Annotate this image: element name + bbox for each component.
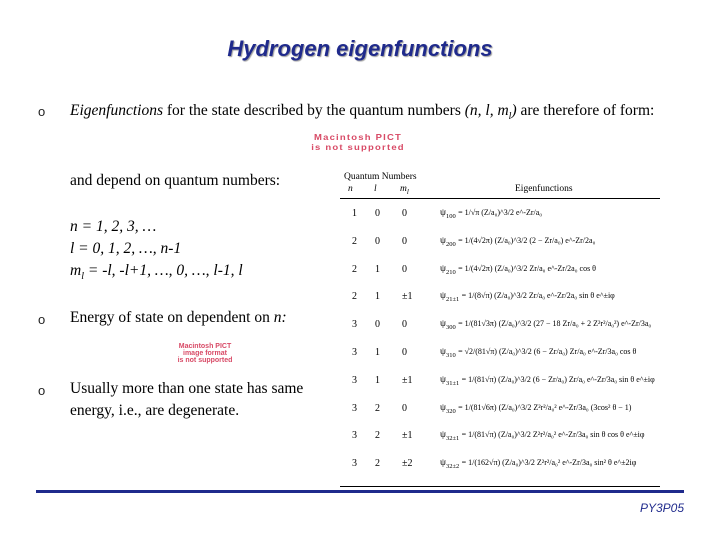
psi-subscript: 320 (445, 407, 456, 415)
cell-n: 1 (352, 208, 357, 219)
eigenfunction-expression: = √2/(81√π) (Z/a₀)^3/2 (6 − Zr/a₀) Zr/a₀ e^-Zr/3a₀ cos θ (458, 347, 637, 356)
cell-l: 1 (375, 374, 380, 386)
psi-subscript: 32±2 (445, 463, 460, 471)
psi-symbol: ψ (440, 402, 446, 413)
qn-ml-line: $m_l = -l$, -l+1, …, 0, …, l-1, l (70, 262, 243, 283)
eigenfunction-expression: = 1/(162√π) (Z/a₀)^3/2 Z²r²/a₀² e^-Zr/3a₀ sin² θ e^±2iφ (461, 458, 637, 468)
psi-subscript: 300 (445, 324, 456, 332)
pict-placeholder-formula: Macintosh PICT is not supported (311, 132, 405, 152)
cell-l: 1 (375, 263, 380, 275)
psi-subscript: 200 (445, 240, 456, 248)
table-header-ml: $m_l$ (400, 184, 409, 196)
psi-subscript: 210 (445, 268, 456, 276)
cell-l: 0 (375, 208, 380, 219)
footer-course-code: PY3P05 (639, 501, 684, 515)
pict-placeholder-energy: Macintosh PICT image format is not supported (177, 343, 233, 364)
cell-eigenfunction (440, 375, 655, 387)
bullet-energy-text: Energy of state on dependent on n: (70, 309, 287, 326)
bullet-degenerate-line1: Usually more than one state has same (70, 380, 304, 397)
cell-l: 0 (375, 319, 380, 331)
cell-n: 2 (352, 235, 357, 247)
cell-n: 3 (352, 430, 357, 442)
cell-eigenfunction (440, 236, 595, 248)
eigenfunction-expression: = 1/(4√2π) (Z/a₀)^3/2 (2 − Zr/a₀) e^-Zr/2a₀ (458, 235, 596, 245)
bullet-eigenfunctions-text: Eigenfunctions for the state described by the quantum numbers (n, l, $m_l$) are therefore of form: (70, 102, 655, 123)
table-header-eigenfunctions: Eigenfunctions (515, 184, 573, 194)
cell-l: 2 (375, 430, 380, 442)
bullet-marker: o (38, 104, 46, 119)
bullet-marker: o (38, 312, 46, 327)
eigenfunction-expression: = 1/(4√2π) (Z/a₀)^3/2 Zr/a₀ e^-Zr/2a₀ cos θ (458, 263, 597, 273)
table-row (340, 317, 660, 345)
cell-ml: 0 (402, 208, 407, 219)
eigenfunction-expression: = 1/(81√π) (Z/a₀)^3/2 Z²r²/a₀² e^-Zr/3a₀ sin θ cos θ e^±iφ (461, 430, 645, 440)
cell-eigenfunction (440, 319, 651, 331)
table-row (340, 206, 660, 234)
bullet-degenerate-line2: energy, i.e., are degenerate. (70, 402, 240, 419)
qn-l-line: l = 0, 1, 2, …, n-1 (70, 240, 182, 257)
term-eigenfunctions: Eigenfunctions (70, 102, 163, 119)
cell-n: 2 (352, 291, 357, 303)
cell-n: 2 (352, 263, 357, 275)
cell-eigenfunction (440, 347, 636, 359)
cell-eigenfunction (440, 403, 631, 415)
psi-symbol: ψ (440, 374, 446, 385)
table-header-quantum-numbers: Quantum Numbers (344, 172, 417, 182)
eigenfunction-expression: = 1/√π (Z/a₀)^3/2 e^-Zr/a₀ (458, 208, 543, 217)
table-row (340, 401, 660, 429)
table-row (340, 373, 660, 401)
cell-n: 3 (352, 374, 357, 386)
bullet-marker: o (38, 383, 46, 398)
cell-eigenfunction (440, 458, 636, 470)
eigenfunction-expression: = 1/(81√6π) (Z/a₀)^3/2 Z²r²/a₀² e^-Zr/3a₀ (3cos² θ − 1) (458, 402, 632, 412)
psi-subscript: 31±1 (445, 379, 460, 387)
psi-subscript: 310 (445, 351, 456, 359)
cell-ml: 0 (402, 347, 407, 358)
psi-symbol: ψ (440, 347, 446, 357)
table-header-n: n (348, 184, 353, 194)
depend-text: and depend on quantum numbers: (70, 172, 281, 189)
cell-l: 0 (375, 235, 380, 247)
eigenfunction-table (340, 168, 660, 484)
cell-eigenfunction (440, 264, 596, 276)
cell-ml: ±2 (402, 458, 413, 470)
psi-subscript: 32±1 (445, 435, 460, 443)
psi-symbol: ψ (440, 291, 446, 302)
psi-symbol: ψ (440, 235, 446, 246)
cell-eigenfunction (440, 430, 645, 442)
eigenfunction-expression: = 1/(8√π) (Z/a₀)^3/2 Zr/a₀ e^-Zr/2a₀ sin θ e^±iφ (461, 291, 615, 301)
cell-ml: 0 (402, 319, 407, 331)
qn-n-line: n = 1, 2, 3, … (70, 218, 157, 235)
psi-symbol: ψ (440, 263, 446, 274)
cell-n: 3 (352, 319, 357, 331)
cell-ml: 0 (402, 263, 407, 275)
psi-symbol: ψ (440, 208, 446, 218)
psi-symbol: ψ (440, 430, 446, 441)
table-row (340, 428, 660, 456)
cell-ml: 0 (402, 402, 407, 414)
psi-symbol: ψ (440, 319, 446, 330)
cell-eigenfunction (440, 291, 615, 303)
cell-l: 1 (375, 347, 380, 358)
slide-title: Hydrogen eigenfunctions (227, 36, 493, 61)
psi-subscript: 100 (445, 212, 456, 220)
cell-n: 3 (352, 347, 357, 358)
cell-ml: ±1 (402, 374, 413, 386)
cell-ml: ±1 (402, 430, 413, 442)
cell-n: 3 (352, 402, 357, 414)
psi-subscript: 21±1 (445, 296, 460, 304)
table-row (340, 234, 660, 262)
table-row (340, 262, 660, 290)
table-row (340, 345, 660, 373)
cell-n: 3 (352, 458, 357, 470)
cell-l: 2 (375, 458, 380, 470)
cell-ml: ±1 (402, 291, 413, 303)
cell-eigenfunction (440, 208, 542, 220)
table-header-l: l (374, 184, 377, 194)
psi-symbol: ψ (440, 458, 446, 469)
eigenfunction-expression: = 1/(81√π) (Z/a₀)^3/2 (6 − Zr/a₀) Zr/a₀ e^-Zr/3a₀ sin θ e^±iφ (461, 374, 655, 384)
eigenfunction-expression: = 1/(81√3π) (Z/a₀)^3/2 (27 − 18 Zr/a₀ + 2 Z²r²/a₀²) e^-Zr/3a₀ (458, 319, 652, 329)
cell-l: 2 (375, 402, 380, 414)
table-bottom-rule (340, 486, 660, 487)
table-header-rule (340, 198, 660, 199)
table-row (340, 456, 660, 484)
footer-rule (36, 490, 684, 493)
cell-ml: 0 (402, 235, 407, 247)
cell-l: 1 (375, 291, 380, 303)
table-row (340, 289, 660, 317)
